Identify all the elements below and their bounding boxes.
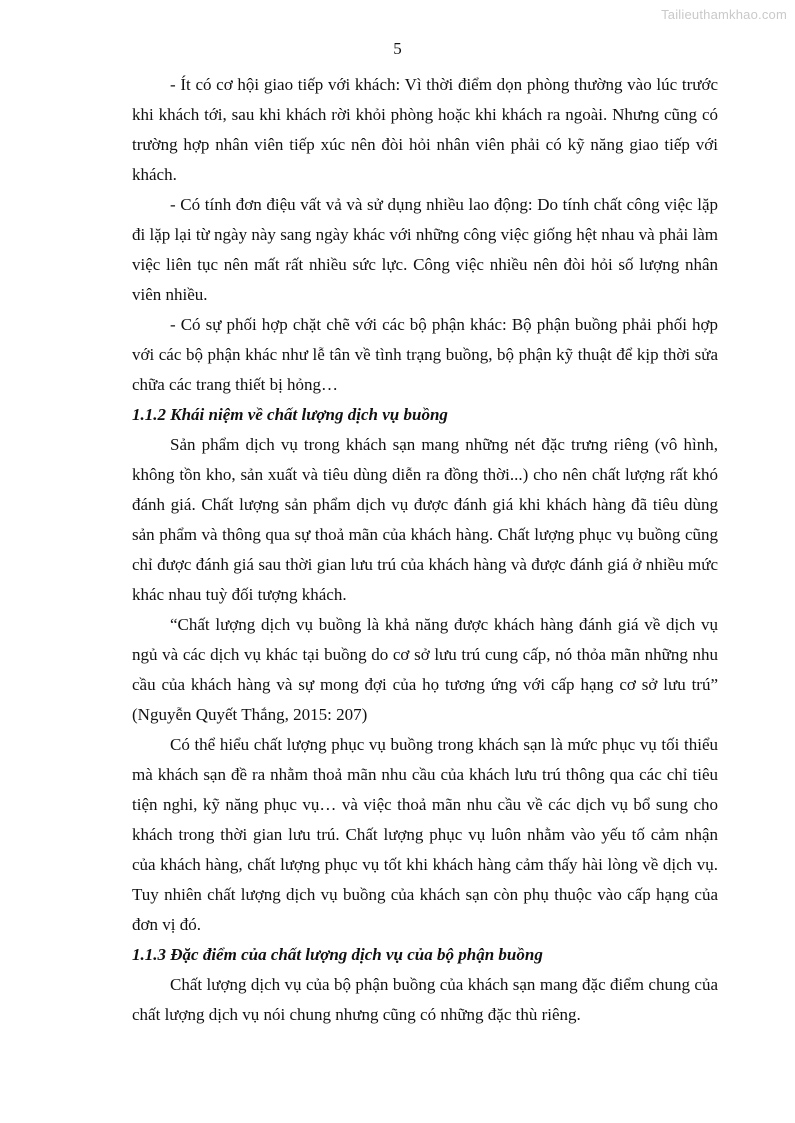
watermark: Tailieuthamkhao.com xyxy=(661,7,787,22)
paragraph-quality-characteristics: Chất lượng dịch vụ của bộ phận buồng của khách sạn mang đặc điểm chung của chất lượng dịch vụ nói chung nhưng cũng có những đặc thù riêng. xyxy=(132,975,718,1024)
section-heading-1-1-3: 1.1.3 Đặc điểm của chất lượng dịch vụ của bộ phận buồng xyxy=(132,945,543,964)
paragraph-service-product-traits: Sản phẩm dịch vụ trong khách sạn mang những nét đặc trưng riêng (vô hình, không tồn kho, sản xuất và tiêu dùng diễn ra đồng thời...) cho nên chất lượng rất khó đánh giá. Chất lượng sản phẩm dịch vụ được đánh giá khi khách hàng đã tiêu dùng sản phẩm và thông qua sự thoả mãn của khách hàng. Chất lượng phục vụ buồng cũng chỉ được đánh giá sau thời gian lưu trú của khách hàng và được đánh giá ở nhiều mức khác nhau tuỳ đối tượng khách. xyxy=(132,435,718,604)
paragraph-monotonous-labor: - Có tính đơn điệu vất vả và sử dụng nhiều lao động: Do tính chất công việc lặp đi lặp lại từ ngày này sang ngày khác với những công việc giống hệt nhau và phải làm việc liên tục nên mất rất nhiều sức lực. Công việc nhiều nên đòi hỏi số lượng nhân viên nhiều. xyxy=(132,195,718,304)
section-heading-1-1-2: 1.1.2 Khái niệm về chất lượng dịch vụ buồng xyxy=(132,405,448,424)
paragraph-quality-definition-quote: “Chất lượng dịch vụ buồng là khả năng được khách hàng đánh giá về dịch vụ ngủ và các dịch vụ khác tại buồng do cơ sở lưu trú cung cấp, nó thỏa mãn những nhu cầu của khách hàng và sự mong đợi của họ tương ứng với cấp hạng cơ sở lưu trú” (Nguyễn Quyết Thắng, 2015: 207) xyxy=(132,615,718,724)
paragraph-limited-guest-contact: - Ít có cơ hội giao tiếp với khách: Vì thời điểm dọn phòng thường vào lúc trước khi khách tới, sau khi khách rời khỏi phòng hoặc khi khách ra ngoài. Nhưng cũng có trường hợp nhân viên tiếp xúc nên đòi hỏi nhân viên phải có kỹ năng giao tiếp với khách. xyxy=(132,75,718,184)
document-body xyxy=(132,70,718,1030)
paragraph-quality-interpretation: Có thể hiểu chất lượng phục vụ buồng trong khách sạn là mức phục vụ tối thiểu mà khách sạn đề ra nhằm thoả mãn nhu cầu của khách lưu trú thông qua các chỉ tiêu tiện nghi, kỹ năng phục vụ… và việc thoả mãn nhu cầu về các dịch vụ bổ sung cho khách trong thời gian lưu trú. Chất lượng phục vụ luôn nhằm vào yếu tố cảm nhận của khách hàng, chất lượng phục vụ tốt khi khách hàng cảm thấy hài lòng về dịch vụ. Tuy nhiên chất lượng dịch vụ buồng của khách sạn còn phụ thuộc vào cấp hạng của đơn vị đó. xyxy=(132,735,718,934)
page-number: 5 xyxy=(393,39,402,58)
paragraph-department-coordination: - Có sự phối hợp chặt chẽ với các bộ phận khác: Bộ phận buồng phải phối hợp với các bộ phận khác như lễ tân về tình trạng buồng, bộ phận kỹ thuật để kịp thời sửa chữa các trang thiết bị hỏng… xyxy=(132,315,718,394)
